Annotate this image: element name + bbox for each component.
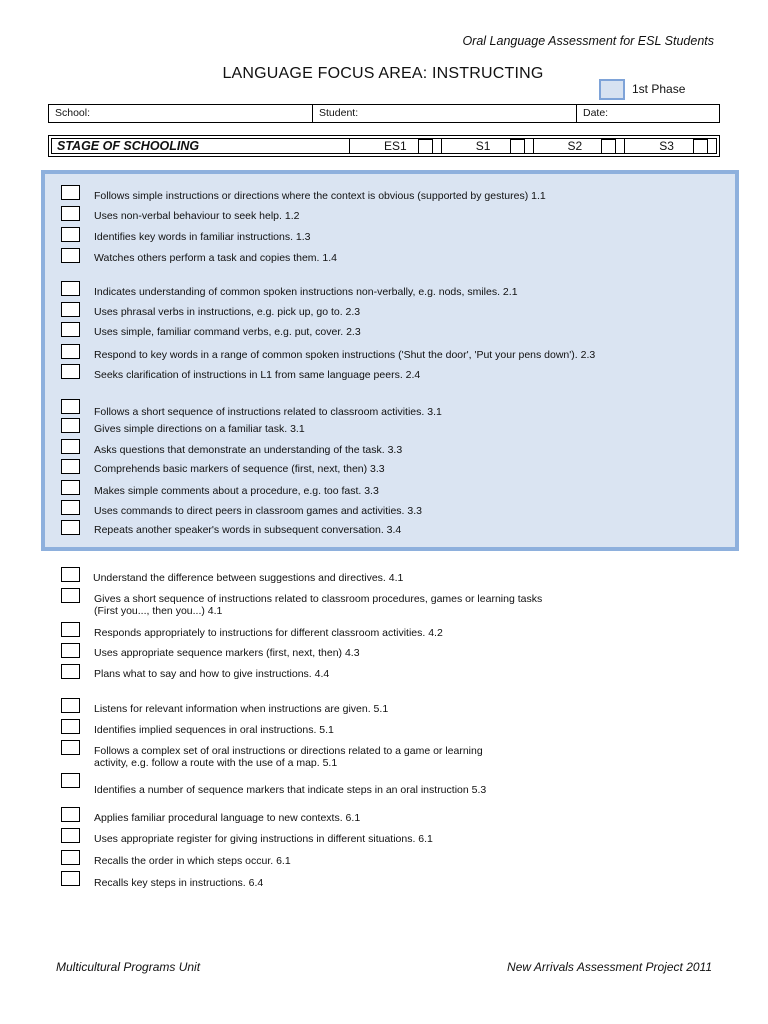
checklist-item: Uses commands to direct peers in classroom games and activities. 3.3	[94, 505, 422, 517]
stage-option-s3	[625, 139, 716, 153]
stage-option-s2	[534, 139, 626, 153]
item-checkbox[interactable]	[61, 248, 80, 263]
item-checkbox[interactable]	[61, 418, 80, 433]
checklist-item: Follows a complex set of oral instructions or directions related to a game or learning	[94, 745, 483, 757]
footer-right: New Arrivals Assessment Project 2011	[507, 960, 712, 974]
item-checkbox[interactable]	[61, 664, 80, 679]
checklist-item: Repeats another speaker's words in subsequent conversation. 3.4	[94, 524, 402, 536]
checklist-item: Understand the difference between suggestions and directives. 4.1	[93, 572, 404, 584]
stage-option-s1	[442, 139, 534, 153]
item-checkbox[interactable]	[61, 773, 80, 788]
item-checkbox[interactable]	[61, 520, 80, 535]
item-checkbox[interactable]	[61, 643, 80, 658]
stage-option-label: S1	[475, 139, 491, 153]
item-checkbox[interactable]	[61, 399, 80, 414]
checklist-item: Identifies key words in familiar instructions. 1.3	[94, 231, 311, 243]
item-checkbox[interactable]	[61, 719, 80, 734]
document-header: Oral Language Assessment for ESL Students	[462, 34, 714, 48]
item-checkbox[interactable]	[61, 850, 80, 865]
checklist-item: Plans what to say and how to give instructions. 4.4	[94, 668, 330, 680]
checklist-item: Uses simple, familiar command verbs, e.g. put, cover. 2.3	[94, 326, 361, 338]
checklist-item: Watches others perform a task and copies them. 1.4	[94, 252, 337, 264]
stage-of-schooling-table	[48, 135, 720, 157]
stage-option-label: S3	[659, 139, 674, 153]
item-checkbox[interactable]	[61, 439, 80, 454]
checklist-item: Asks questions that demonstrate an understanding of the task. 3.3	[94, 444, 403, 456]
checklist-item: Uses appropriate register for giving instructions in different situations. 6.1	[94, 833, 433, 845]
stage-option-label: S2	[567, 139, 583, 153]
item-checkbox[interactable]	[61, 206, 80, 221]
checklist-item: Listens for relevant information when instructions are given. 5.1	[94, 703, 389, 715]
checklist-item: Gives simple directions on a familiar task. 3.1	[94, 423, 305, 435]
item-checkbox[interactable]	[61, 871, 80, 886]
page-title: LANGUAGE FOCUS AREA: INSTRUCTING	[222, 65, 544, 82]
item-checkbox[interactable]	[61, 622, 80, 637]
item-checkbox[interactable]	[61, 500, 80, 515]
checklist-item: Follows simple instructions or directions where the context is obvious (supported by gestures) 1.1	[94, 190, 546, 202]
item-checkbox[interactable]	[61, 828, 80, 843]
student-info-table	[48, 104, 720, 123]
checklist-item: Follows a short sequence of instructions related to classroom activities. 3.1	[94, 406, 442, 418]
item-checkbox[interactable]	[61, 698, 80, 713]
item-checkbox[interactable]	[61, 480, 80, 495]
item-checkbox[interactable]	[61, 567, 80, 582]
item-checkbox[interactable]	[61, 322, 80, 337]
checklist-item: Recalls the order in which steps occur. 6.1	[94, 855, 291, 867]
stage-option-es1	[350, 139, 442, 153]
stage-checkbox-s3[interactable]	[693, 139, 708, 154]
checklist-item: Recalls key steps in instructions. 6.4	[94, 877, 264, 889]
checklist-item: Comprehends basic markers of sequence (first, next, then) 3.3	[94, 463, 385, 475]
checklist-item: Uses non-verbal behaviour to seek help. 1.2	[94, 210, 300, 222]
checklist-item: Seeks clarification of instructions in L1 from same language peers. 2.4	[94, 369, 421, 381]
checklist-item: Uses appropriate sequence markers (first, next, then) 4.3	[94, 647, 360, 659]
item-checkbox[interactable]	[61, 459, 80, 474]
item-checkbox[interactable]	[61, 364, 80, 379]
item-checkbox[interactable]	[61, 807, 80, 822]
school-field[interactable]: School:	[49, 105, 313, 122]
footer-left: Multicultural Programs Unit	[56, 960, 201, 974]
date-field[interactable]: Date:	[583, 107, 609, 119]
checklist-item: Identifies implied sequences in oral instructions. 5.1	[94, 724, 334, 736]
item-checkbox[interactable]	[61, 588, 80, 603]
checklist-item: Indicates understanding of common spoken instructions non-verbally, e.g. nods, smiles. 2.1	[94, 286, 518, 298]
checklist-item: Gives a short sequence of instructions related to classroom procedures, games or learning tasks	[94, 593, 543, 605]
checklist-item: Responds appropriately to instructions for different classroom activities. 4.2	[94, 627, 443, 639]
item-checkbox[interactable]	[61, 302, 80, 317]
stage-checkbox-es1[interactable]	[418, 139, 433, 154]
checklist-item: Makes simple comments about a procedure, e.g. too fast. 3.3	[94, 485, 379, 497]
stage-option-label: ES1	[384, 139, 407, 153]
item-checkbox[interactable]	[61, 281, 80, 296]
phase-label: 1st Phase	[632, 82, 686, 96]
stage-title: STAGE OF SCHOOLING	[52, 139, 350, 153]
item-checkbox[interactable]	[61, 740, 80, 755]
checklist-item: activity, e.g. follow a route with the use of a map. 5.1	[94, 757, 338, 769]
checklist-item: Applies familiar procedural language to new contexts. 6.1	[94, 812, 361, 824]
item-checkbox[interactable]	[61, 344, 80, 359]
stage-checkbox-s2[interactable]	[601, 139, 616, 154]
item-checkbox[interactable]	[61, 185, 80, 200]
item-checkbox[interactable]	[61, 227, 80, 242]
checklist-item: Uses phrasal verbs in instructions, e.g. pick up, go to. 2.3	[94, 306, 361, 318]
checklist-item: (First you..., then you...) 4.1	[94, 605, 223, 617]
checklist-item: Identifies a number of sequence markers that indicate steps in an oral instruction 5.3	[94, 784, 487, 796]
phase-checkbox[interactable]	[599, 79, 625, 100]
stage-checkbox-s1[interactable]	[510, 139, 525, 154]
checklist-item: Respond to key words in a range of common spoken instructions ('Shut the door', 'Put your pens down'). 2.3	[94, 349, 596, 361]
student-field[interactable]: Student:	[313, 105, 577, 122]
